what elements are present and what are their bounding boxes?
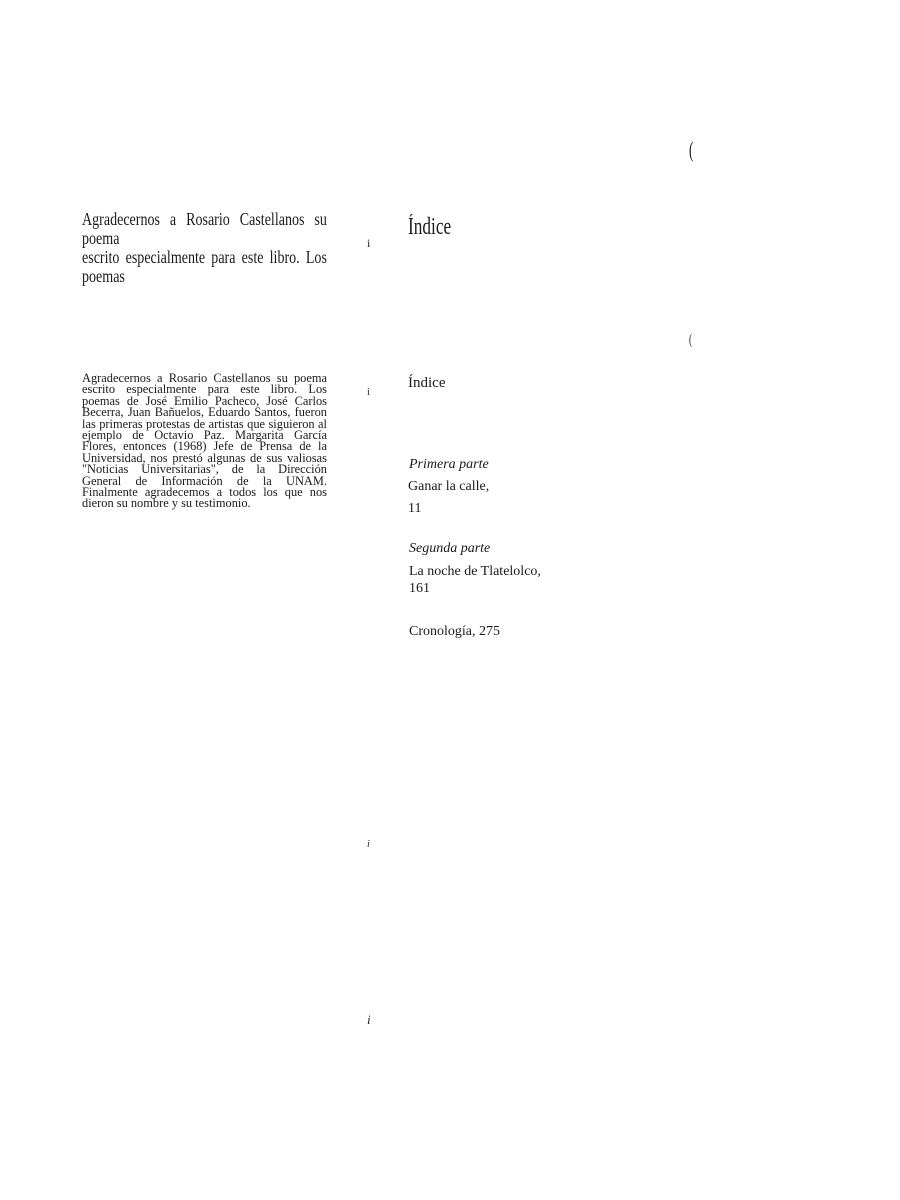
part-two-label: Segunda parte	[409, 541, 491, 556]
stray-paren-mark: (	[689, 332, 692, 348]
garbled-acknowledgements-excerpt	[82, 210, 327, 286]
stray-i-mark: i	[367, 839, 370, 850]
part-one-label: Primera parte	[409, 457, 489, 472]
garbled-line: escrito especialmente para este libro. Los poemas	[82, 247, 327, 286]
garbled-line: Agradecernos a Rosario Castellanos su poema	[82, 209, 327, 248]
stray-i-mark: i	[367, 1012, 371, 1027]
part-two-page-number: 161	[409, 581, 430, 596]
stray-i-mark: i	[367, 387, 370, 398]
stray-paren-mark: (	[689, 137, 694, 162]
chronology-entry: Cronología, 275	[409, 624, 500, 639]
garbled-index-title: Índice	[408, 214, 452, 240]
stray-i-mark: i	[367, 236, 371, 250]
index-title: Índice	[408, 375, 446, 391]
acknowledgements-paragraph: Agradecernos a Rosario Castellanos su poema escrito especialmente para este libro. Los poemas de José Emilio Pacheco, José Carlos Becerra, Juan Bañuelos, Eduardo Santos, fueron las primeras protestas de artistas que siguieron al ejemplo de Octavio Paz. Margarita García Flores, entonces (1968) Jefe de Prensa de la Universidad, nos prestó algunas de sus valiosas "Noticias Universitarias", de la Dirección General de Información de la UNAM. Finalmente agradecemos a todos los que nos dieron su nombre y su testimonio.	[82, 371, 327, 511]
part-one-page-number: 11	[408, 501, 422, 516]
part-one-entry: Ganar la calle,	[408, 479, 490, 494]
part-two-entry: La noche de Tlatelolco,	[409, 564, 541, 579]
